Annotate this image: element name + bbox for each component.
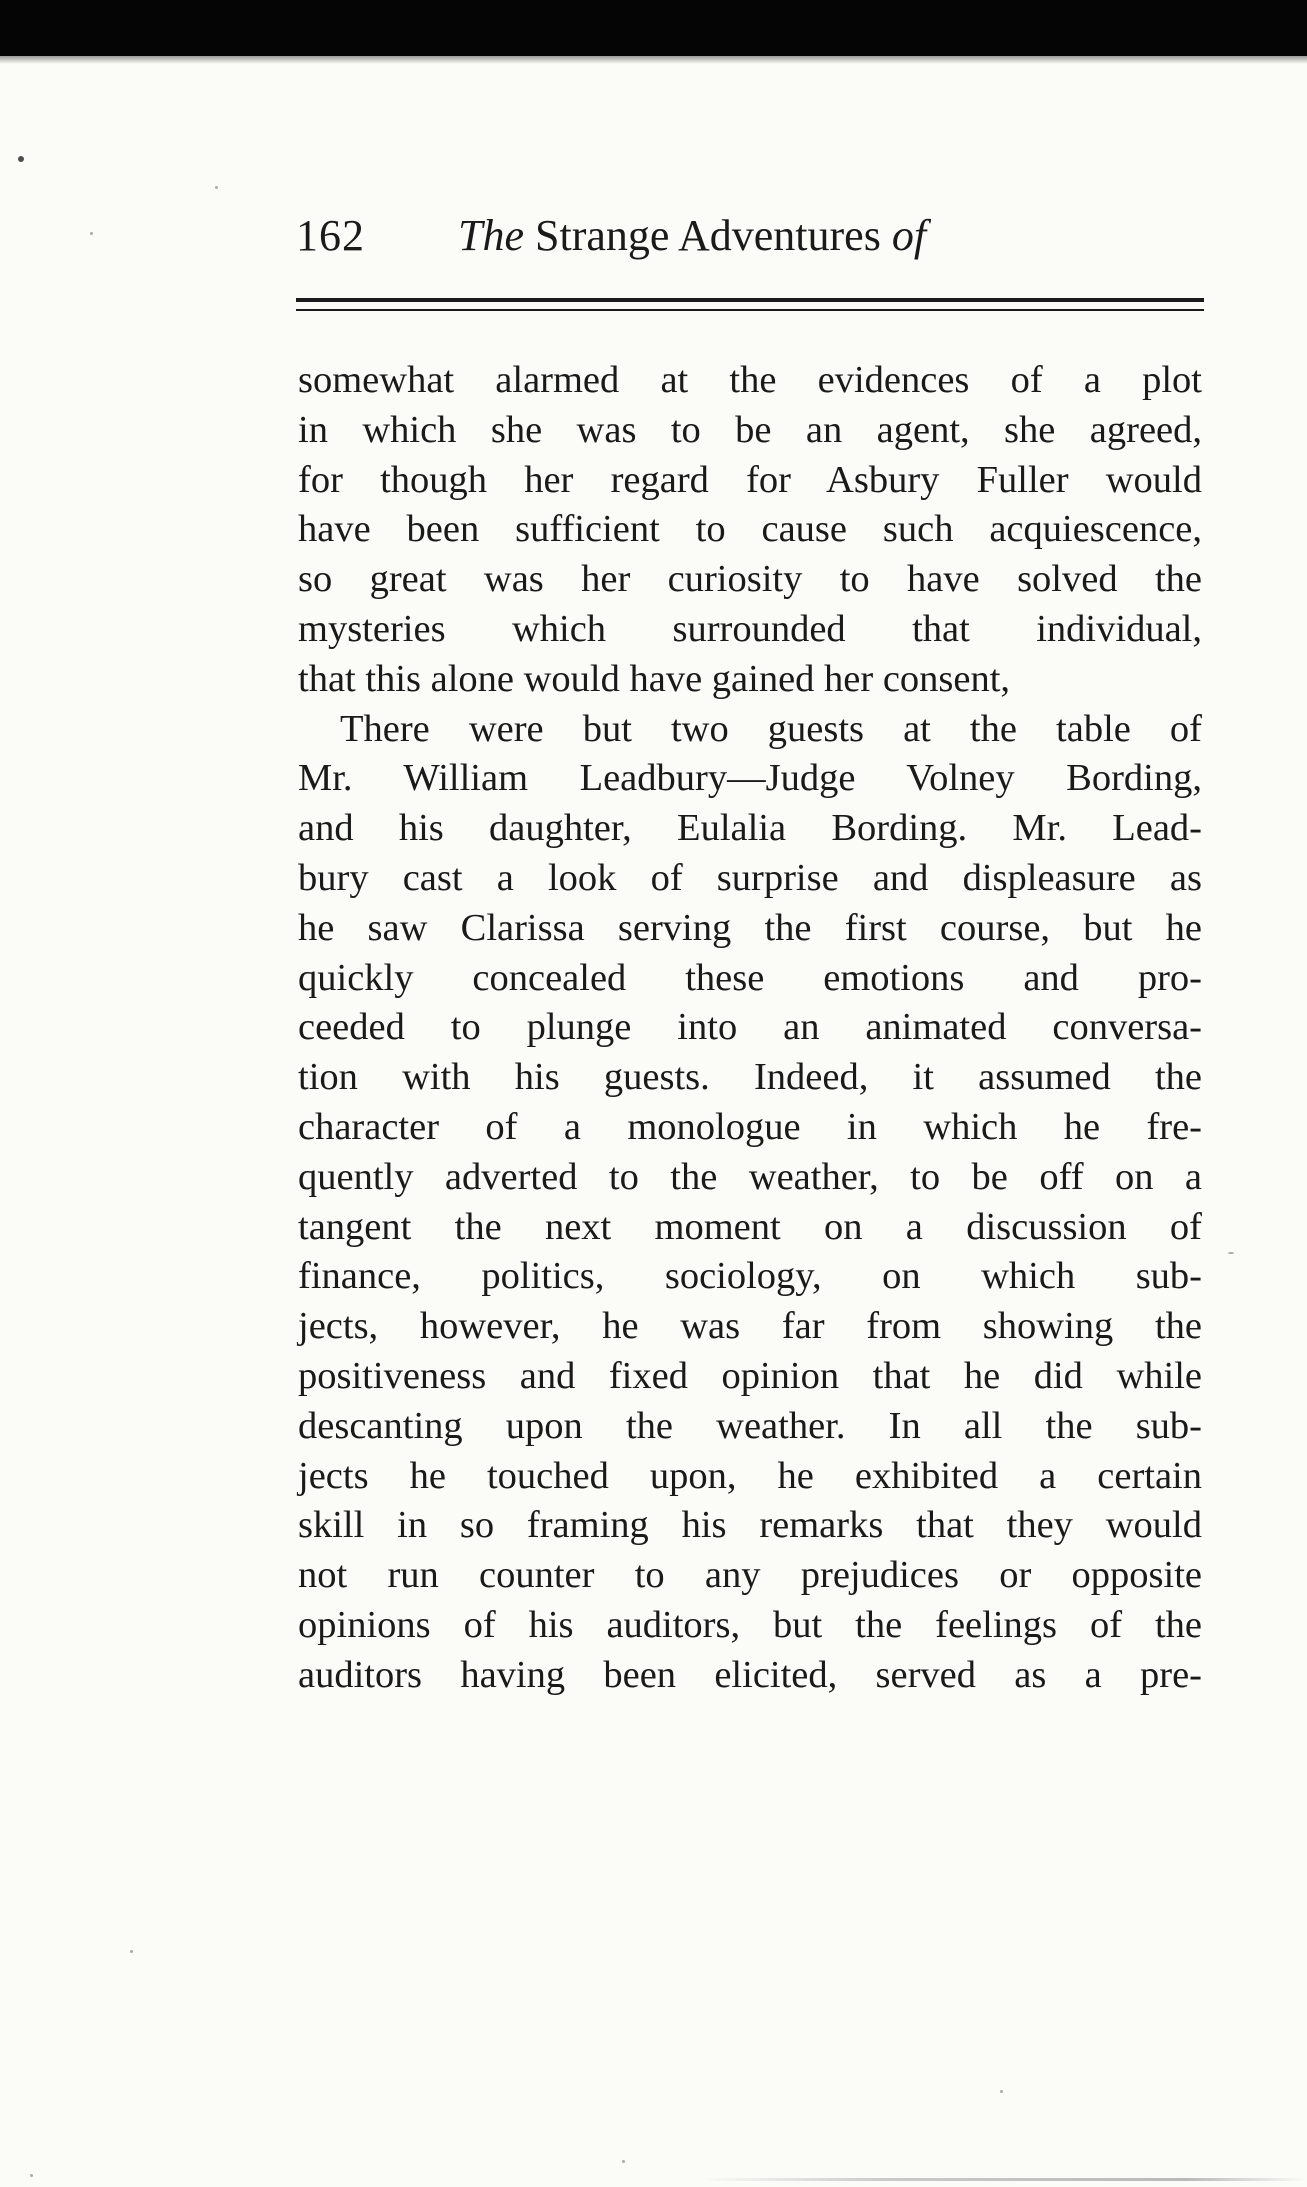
text-line: auditors having been elicited, served as a pre- [298,1653,1202,1696]
text-line: opinions of his auditors, but the feelings of the [298,1603,1202,1646]
text-line: tion with his guests. Indeed, it assumed the [298,1056,1202,1099]
running-title [458,206,926,266]
text-line: tangent the next moment on a discussion of [298,1205,1202,1248]
text-line: jects he touched upon, he exhibited a certain [298,1454,1202,1497]
scan-top-border [0,0,1307,56]
running-title-prefix: The [458,211,524,260]
text-line: that this alone would have gained her consent, [298,657,1011,700]
text-line: There were but two guests at the table of [340,707,1202,750]
scan-speck [622,2160,625,2163]
page-body [298,356,1202,1701]
scan-speck [215,186,218,189]
text-line: for though her regard for Asbury Fuller would [298,458,1202,501]
scan-top-border-shadow [0,56,1307,64]
text-line: so great was her curiosity to have solved the [298,558,1202,601]
text-line: not run counter to any prejudices or opposite [298,1554,1202,1597]
scan-speck [30,2174,33,2177]
text-line: Mr. William Leadbury—Judge Volney Bording, [298,757,1202,800]
text-line: and his daughter, Eulalia Bording. Mr. Lead- [298,807,1202,850]
scan-speck [1228,1252,1234,1254]
scan-bottom-smudge [700,2178,1307,2181]
page-number: 162 [296,211,365,260]
text-line: skill in so framing his remarks that they would [298,1504,1202,1547]
text-line: character of a monologue in which he fre- [298,1105,1202,1148]
text-line: have been sufficient to cause such acquiescence, [298,508,1202,551]
text-line: positiveness and fixed opinion that he did while [298,1354,1202,1397]
text-line: somewhat alarmed at the evidences of a plot [298,359,1202,401]
text-line: finance, politics, sociology, on which sub- [298,1255,1202,1298]
scan-speck [90,232,93,235]
running-title-main: Strange Adventures [535,211,881,260]
scan-speck [1000,2090,1003,2093]
text-line: he saw Clarissa serving the first course, but he [298,906,1202,949]
header-rule-thin [296,309,1204,311]
header-rule-thick [296,298,1204,302]
running-header [296,206,1204,266]
text-line: mysteries which surrounded that individual, [298,607,1202,650]
text-line: quickly concealed these emotions and pro- [298,956,1202,999]
running-title-suffix: of [891,211,927,260]
scan-speck [130,1950,133,1953]
scan-speck [18,156,24,162]
text-line: in which she was to be an agent, she agreed, [298,408,1202,451]
text-line: quently adverted to the weather, to be off on a [298,1155,1202,1198]
text-line: jects, however, he was far from showing the [298,1305,1202,1348]
text-line: descanting upon the weather. In all the sub- [298,1404,1202,1447]
text-line: bury cast a look of surprise and displeasure as [298,856,1202,899]
text-line: ceeded to plunge into an animated conversa- [298,1006,1202,1049]
